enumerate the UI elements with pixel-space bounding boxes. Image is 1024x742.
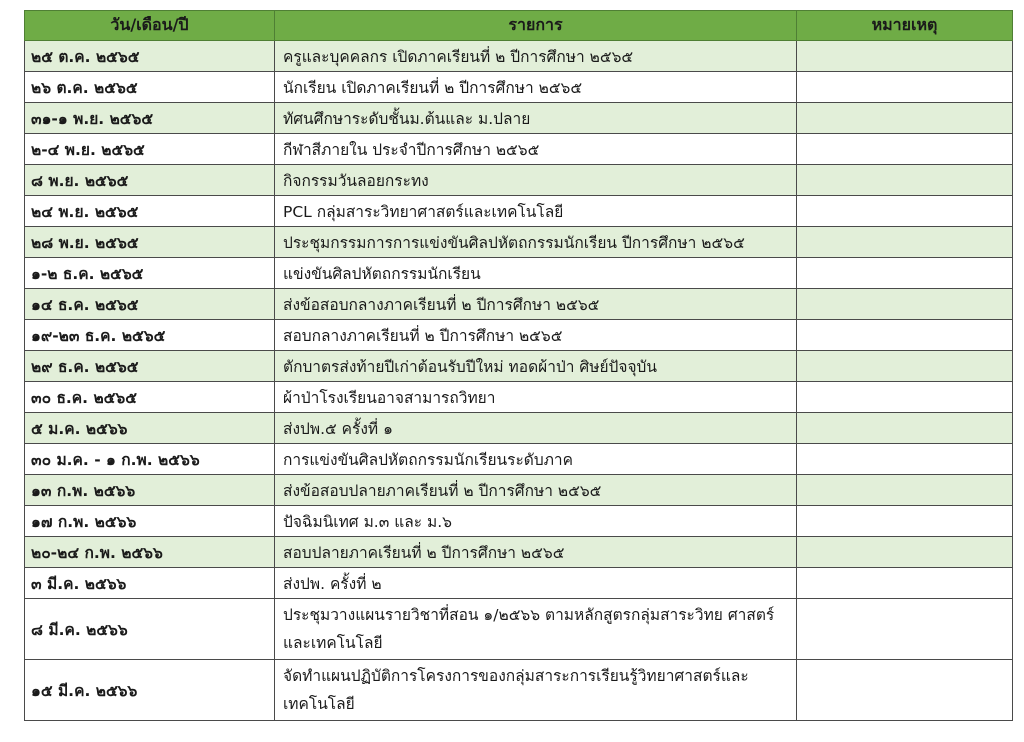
row-date: ๓ มี.ค. ๒๕๖๖ xyxy=(25,568,275,599)
header-row xyxy=(25,11,1013,41)
row-note xyxy=(797,320,1013,351)
row-note xyxy=(797,537,1013,568)
table-row xyxy=(25,320,1013,351)
row-note xyxy=(797,165,1013,196)
row-date: ๑๕ มี.ค. ๒๕๖๖ xyxy=(25,660,275,721)
table-row xyxy=(25,41,1013,72)
row-date: ๒๘ พ.ย. ๒๕๖๕ xyxy=(25,227,275,258)
schedule-sheet xyxy=(24,10,1012,721)
row-item: PCL กลุ่มสาระวิทยาศาสตร์และเทคโนโลยี xyxy=(275,196,797,227)
row-date: ๓๐ ธ.ค. ๒๕๖๕ xyxy=(25,382,275,413)
row-note xyxy=(797,258,1013,289)
row-note xyxy=(797,41,1013,72)
row-note xyxy=(797,444,1013,475)
row-date: ๘ มี.ค. ๒๕๖๖ xyxy=(25,599,275,660)
schedule-table xyxy=(24,10,1013,721)
table-row xyxy=(25,506,1013,537)
row-item: ส่งปพ. ครั้งที่ ๒ xyxy=(275,568,797,599)
row-item: ปัจฉิมนิเทศ ม.๓ และ ม.๖ xyxy=(275,506,797,537)
row-date: ๕ ม.ค. ๒๕๖๖ xyxy=(25,413,275,444)
table-row xyxy=(25,351,1013,382)
row-note xyxy=(797,660,1013,721)
row-date: ๒-๔ พ.ย. ๒๕๖๕ xyxy=(25,134,275,165)
row-note xyxy=(797,506,1013,537)
row-item: ทัศนศึกษาระดับชั้นม.ต้นและ ม.ปลาย xyxy=(275,103,797,134)
table-row xyxy=(25,475,1013,506)
table-row xyxy=(25,103,1013,134)
row-item: สอบกลางภาคเรียนที่ ๒ ปีการศึกษา ๒๕๖๕ xyxy=(275,320,797,351)
header-item: รายการ xyxy=(275,11,797,41)
table-row xyxy=(25,134,1013,165)
row-date: ๒๔ พ.ย. ๒๕๖๕ xyxy=(25,196,275,227)
row-note xyxy=(797,475,1013,506)
table-row xyxy=(25,444,1013,475)
row-item: ส่งข้อสอบปลายภาคเรียนที่ ๒ ปีการศึกษา ๒๕๖๕ xyxy=(275,475,797,506)
row-item: แข่งขันศิลปหัตถกรรมนักเรียน xyxy=(275,258,797,289)
row-item: นักเรียน เปิดภาคเรียนที่ ๒ ปีการศึกษา ๒๕๖๕ xyxy=(275,72,797,103)
row-note xyxy=(797,134,1013,165)
row-date: ๓๐ ม.ค. - ๑ ก.พ. ๒๕๖๖ xyxy=(25,444,275,475)
row-date: ๒๐-๒๔ ก.พ. ๒๕๖๖ xyxy=(25,537,275,568)
row-item: กีฬาสีภายใน ประจำปีการศึกษา ๒๕๖๕ xyxy=(275,134,797,165)
row-note xyxy=(797,227,1013,258)
row-date: ๑๙-๒๓ ธ.ค. ๒๕๖๕ xyxy=(25,320,275,351)
row-date: ๒๕ ต.ค. ๒๕๖๕ xyxy=(25,41,275,72)
row-note xyxy=(797,289,1013,320)
row-item: ประชุมกรรมการการแข่งขันศิลปหัตถกรรมนักเรียน ปีการศึกษา ๒๕๖๕ xyxy=(275,227,797,258)
table-row xyxy=(25,599,1013,660)
row-note xyxy=(797,382,1013,413)
row-item: กิจกรรมวันลอยกระทง xyxy=(275,165,797,196)
row-note xyxy=(797,599,1013,660)
table-row xyxy=(25,227,1013,258)
table-row xyxy=(25,568,1013,599)
row-item: สอบปลายภาคเรียนที่ ๒ ปีการศึกษา ๒๕๖๕ xyxy=(275,537,797,568)
table-row xyxy=(25,72,1013,103)
row-date: ๘ พ.ย. ๒๕๖๕ xyxy=(25,165,275,196)
row-note xyxy=(797,351,1013,382)
table-row xyxy=(25,537,1013,568)
row-item: ตักบาตรส่งท้ายปีเก่าต้อนรับปีใหม่ ทอดผ้าป่า ศิษย์ปัจจุบัน xyxy=(275,351,797,382)
table-row xyxy=(25,413,1013,444)
row-item: การแข่งขันศิลปหัตถกรรมนักเรียนระดับภาค xyxy=(275,444,797,475)
row-note xyxy=(797,196,1013,227)
table-body xyxy=(25,41,1013,721)
table-row xyxy=(25,382,1013,413)
row-note xyxy=(797,413,1013,444)
row-note xyxy=(797,72,1013,103)
row-date: ๑๗ ก.พ. ๒๕๖๖ xyxy=(25,506,275,537)
table-row xyxy=(25,165,1013,196)
table-row xyxy=(25,289,1013,320)
row-item: ประชุมวางแผนรายวิชาที่สอน ๑/๒๕๖๖ ตามหลักสูตรกลุ่มสาระวิทย ศาสตร์และเทคโนโลยี xyxy=(275,599,797,660)
row-date: ๑๓ ก.พ. ๒๕๖๖ xyxy=(25,475,275,506)
row-item: ส่งข้อสอบกลางภาคเรียนที่ ๒ ปีการศึกษา ๒๕๖๕ xyxy=(275,289,797,320)
row-item: ผ้าป่าโรงเรียนอาจสามารถวิทยา xyxy=(275,382,797,413)
row-date: ๑-๒ ธ.ค. ๒๕๖๕ xyxy=(25,258,275,289)
table-row xyxy=(25,196,1013,227)
table-row xyxy=(25,660,1013,721)
row-date: ๒๖ ต.ค. ๒๕๖๕ xyxy=(25,72,275,103)
row-date: ๓๑-๑ พ.ย. ๒๕๖๕ xyxy=(25,103,275,134)
header-note: หมายเหตุ xyxy=(797,11,1013,41)
row-note xyxy=(797,568,1013,599)
row-note xyxy=(797,103,1013,134)
row-item: จัดทำแผนปฏิบัติการโครงการของกลุ่มสาระการเรียนรู้วิทยาศาสตร์และ เทคโนโลยี xyxy=(275,660,797,721)
header-date: วัน/เดือน/ปี xyxy=(25,11,275,41)
row-date: ๑๔ ธ.ค. ๒๕๖๕ xyxy=(25,289,275,320)
table-row xyxy=(25,258,1013,289)
row-item: ครูและบุคคลกร เปิดภาคเรียนที่ ๒ ปีการศึกษา ๒๕๖๕ xyxy=(275,41,797,72)
row-item: ส่งปพ.๕ ครั้งที่ ๑ xyxy=(275,413,797,444)
row-date: ๒๙ ธ.ค. ๒๕๖๕ xyxy=(25,351,275,382)
